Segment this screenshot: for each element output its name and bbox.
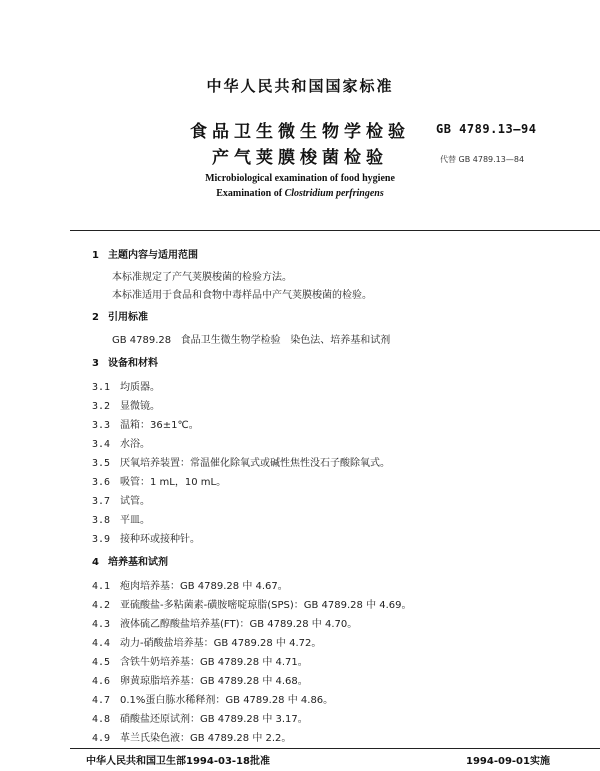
national-standard-heading: 中华人民共和国国家标准 bbox=[206, 77, 394, 95]
item-number: 3.2 bbox=[92, 401, 111, 412]
medium-item bbox=[92, 672, 308, 687]
medium-item bbox=[92, 729, 291, 744]
replaces-standard: 代替 GB 4789.13—84 bbox=[440, 155, 525, 164]
section-title: 主题内容与适用范围 bbox=[108, 250, 198, 261]
item-text: 温箱：36±1℃。 bbox=[120, 420, 199, 431]
item-text: 动力-硝酸盐培养基：GB 4789.28 中 4.72。 bbox=[120, 638, 322, 649]
item-text: 液体硫乙醇酸盐培养基(FT)：GB 4789.28 中 4.70。 bbox=[120, 619, 358, 630]
section-title: 引用标准 bbox=[108, 312, 148, 323]
item-text: 0.1%蛋白胨水稀释剂：GB 4789.28 中 4.86。 bbox=[120, 695, 334, 706]
item-text: 含铁牛奶培养基：GB 4789.28 中 4.71。 bbox=[120, 657, 308, 668]
item-number: 3.7 bbox=[92, 496, 111, 507]
item-text: 硝酸盐还原试剂：GB 4789.28 中 3.17。 bbox=[120, 714, 308, 725]
medium-item bbox=[92, 577, 288, 592]
item-number: 4.6 bbox=[92, 676, 111, 687]
item-text: 疱肉培养基：GB 4789.28 中 4.67。 bbox=[120, 581, 288, 592]
equipment-item bbox=[92, 454, 390, 469]
item-text: 吸管：1 mL，10 mL。 bbox=[120, 477, 227, 488]
document-subtitle-en bbox=[0, 188, 600, 199]
item-number: 3.6 bbox=[92, 477, 111, 488]
item-text: 均质器。 bbox=[120, 382, 160, 393]
item-number: 4.1 bbox=[92, 581, 111, 592]
section-3-heading bbox=[92, 354, 158, 369]
section-number: 2 bbox=[92, 312, 99, 323]
subtitle-en-species: Clostridium perfringens bbox=[284, 188, 384, 199]
medium-item bbox=[92, 615, 357, 630]
medium-item bbox=[92, 596, 412, 611]
item-number: 4.5 bbox=[92, 657, 111, 668]
section-number: 3 bbox=[92, 358, 99, 369]
document-title-zh: 食品卫生微生物学检验 bbox=[190, 122, 410, 142]
section-title: 培养基和试剂 bbox=[108, 557, 168, 568]
item-text: 革兰氏染色液：GB 4789.28 中 2.2。 bbox=[120, 733, 292, 744]
item-number: 4.4 bbox=[92, 638, 111, 649]
item-number: 3.3 bbox=[92, 420, 111, 431]
section-number: 4 bbox=[92, 557, 99, 568]
item-text: 平皿。 bbox=[120, 515, 150, 526]
item-number: 3.8 bbox=[92, 515, 111, 526]
medium-item bbox=[92, 634, 321, 649]
item-number: 4.2 bbox=[92, 600, 111, 611]
equipment-item bbox=[92, 416, 199, 431]
item-number: 3.1 bbox=[92, 382, 111, 393]
header-divider bbox=[70, 230, 600, 231]
reference-standard: GB 4789.28 食品卫生微生物学检验 染色法、培养基和试剂 bbox=[112, 335, 391, 346]
item-number: 4.7 bbox=[92, 695, 111, 706]
section-1-paragraph: 本标准规定了产气荚膜梭菌的检验方法。 bbox=[112, 272, 292, 283]
item-number: 4.9 bbox=[92, 733, 111, 744]
document-title-en: Microbiological examination of food hygiene bbox=[205, 173, 395, 184]
standard-number: GB 4789.13—94 bbox=[436, 122, 537, 136]
section-title: 设备和材料 bbox=[108, 358, 158, 369]
item-number: 4.3 bbox=[92, 619, 111, 630]
implementation-date: 1994-09-01实施 bbox=[466, 756, 550, 767]
item-text: 试管。 bbox=[120, 496, 150, 507]
footer-divider bbox=[70, 748, 600, 749]
section-number: 1 bbox=[92, 250, 99, 261]
section-1-paragraph: 本标准适用于食品和食物中毒样品中产气荚膜梭菌的检验。 bbox=[112, 290, 372, 301]
medium-item bbox=[92, 710, 308, 725]
item-text: 接种环或接种针。 bbox=[120, 534, 200, 545]
medium-item bbox=[92, 691, 333, 706]
approval-note: 中华人民共和国卫生部1994-03-18批准 bbox=[86, 756, 270, 767]
section-4-heading bbox=[92, 553, 168, 568]
item-number: 4.8 bbox=[92, 714, 111, 725]
section-2-heading bbox=[92, 308, 148, 323]
item-text: 水浴。 bbox=[120, 439, 150, 450]
equipment-item bbox=[92, 397, 160, 412]
equipment-item bbox=[92, 435, 150, 450]
item-number: 3.9 bbox=[92, 534, 111, 545]
document-subtitle-zh: 产气荚膜梭菌检验 bbox=[212, 148, 388, 168]
equipment-item bbox=[92, 378, 160, 393]
item-text: 卵黄琼脂培养基：GB 4789.28 中 4.68。 bbox=[120, 676, 308, 687]
equipment-item bbox=[92, 473, 226, 488]
equipment-item bbox=[92, 511, 150, 526]
item-number: 3.4 bbox=[92, 439, 111, 450]
subtitle-en-prefix: Examination of bbox=[216, 188, 285, 199]
equipment-item bbox=[92, 492, 150, 507]
medium-item bbox=[92, 653, 308, 668]
item-number: 3.5 bbox=[92, 458, 111, 469]
item-text: 显微镜。 bbox=[120, 401, 160, 412]
item-text: 亚硫酸盐-多粘菌素-磺胺嘧啶琼脂(SPS)：GB 4789.28 中 4.69。 bbox=[120, 600, 412, 611]
equipment-item bbox=[92, 530, 200, 545]
section-1-heading bbox=[92, 246, 198, 261]
item-text: 厌氧培养装置：常温催化除氧式或碱性焦性没石子酸除氧式。 bbox=[120, 458, 390, 469]
